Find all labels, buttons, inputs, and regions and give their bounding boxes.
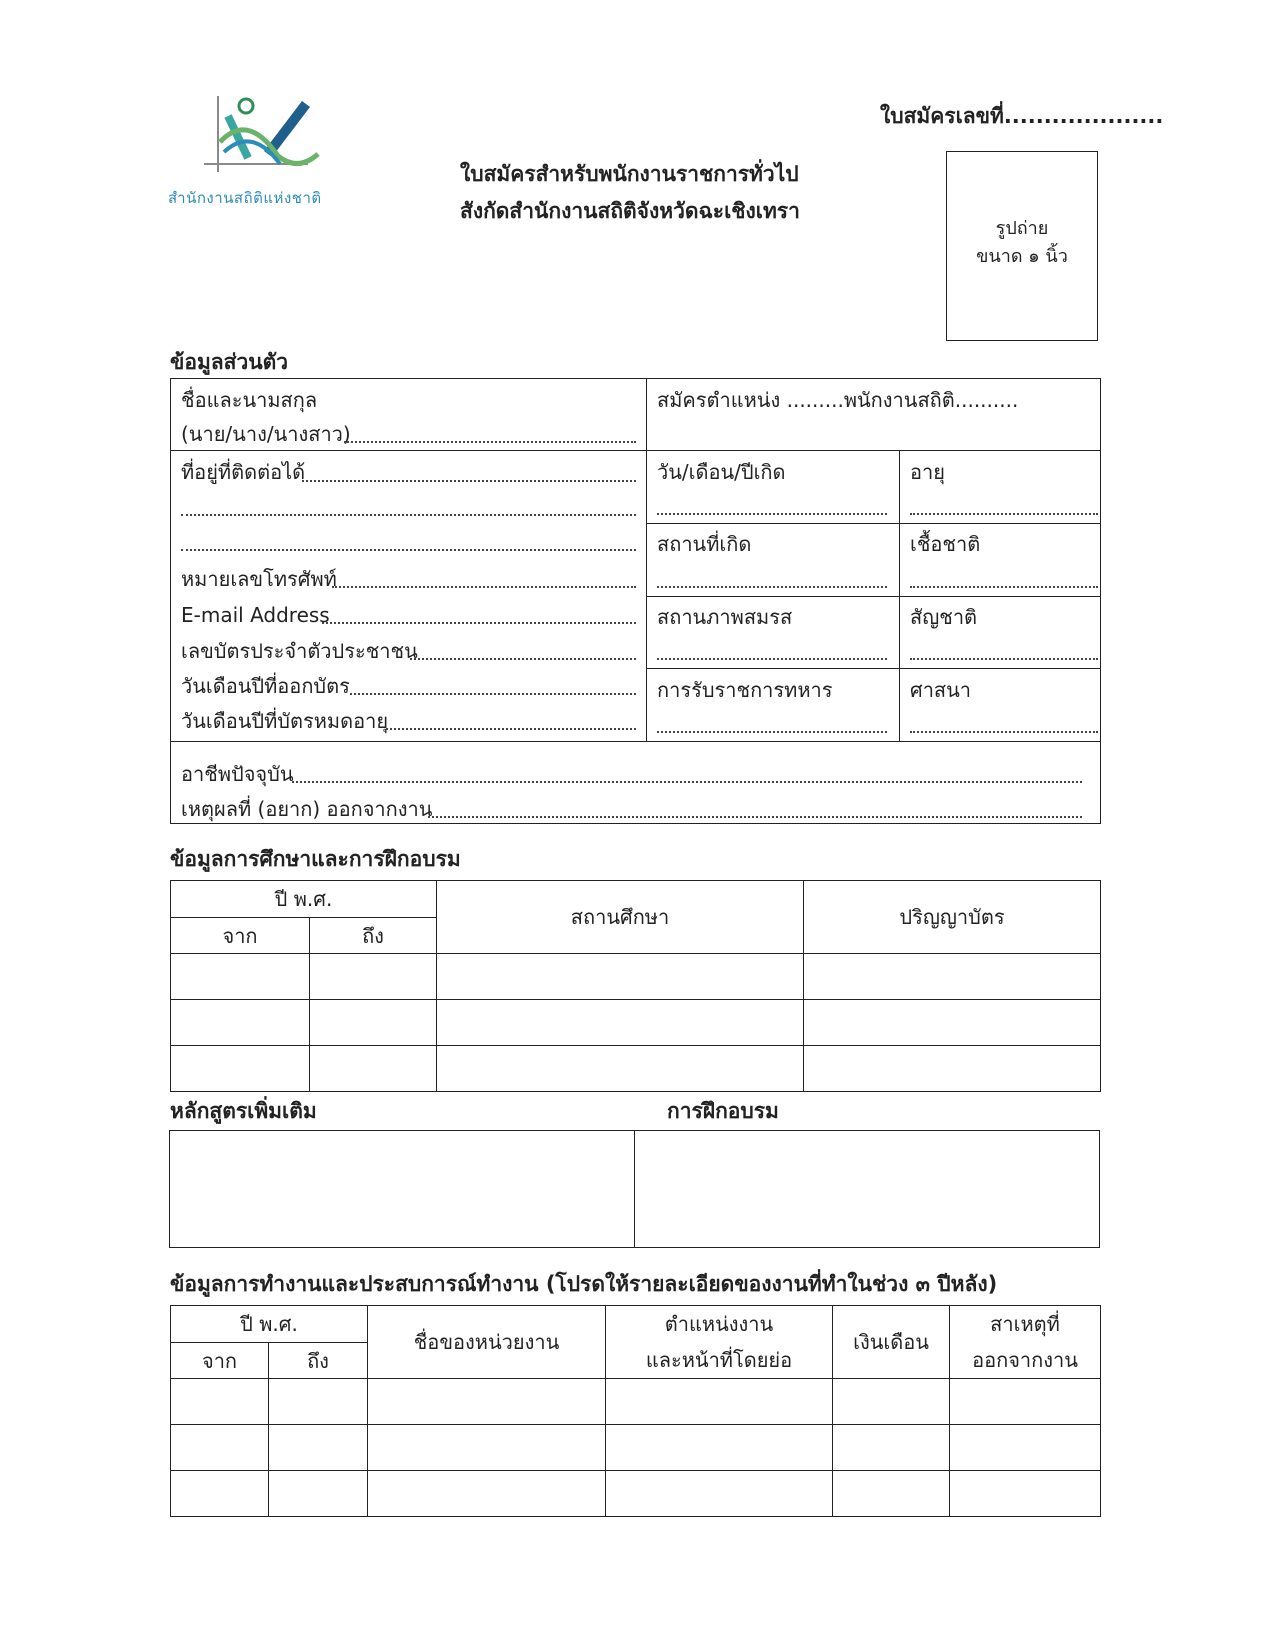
logo [168, 92, 358, 208]
marital-label: สถานภาพสมรส [657, 605, 793, 629]
position-label: สมัครตำแหน่ง .........พนักงานสถิติ.......... [657, 388, 1019, 412]
table-row [171, 1046, 1101, 1092]
personal-section-title: ข้อมูลส่วนตัว [170, 350, 289, 374]
address-field-1[interactable] [302, 480, 636, 482]
courses-box[interactable] [169, 1130, 635, 1248]
work-reason-header [950, 1306, 1101, 1379]
race-label: เชื้อชาติ [910, 532, 981, 556]
leave-reason-field[interactable] [428, 816, 1082, 818]
id-card-label: เลขบัตรประจำตัวประชาชน [181, 639, 418, 663]
religion-label: ศาสนา [910, 678, 972, 702]
form-title-line1: ใบสมัครสำหรับพนักงานราชการทั่วไป [460, 162, 799, 186]
religion-field[interactable] [910, 731, 1098, 733]
edu-institution-header: สถานศึกษา [437, 881, 804, 954]
phone-label: หมายเลขโทรศัพท์ [181, 567, 337, 591]
occupation-field[interactable] [292, 781, 1082, 783]
military-label: การรับราชการทหาร [657, 678, 833, 702]
logo-emblem-icon [168, 92, 358, 182]
issue-date-field[interactable] [350, 693, 636, 695]
military-field[interactable] [657, 731, 887, 733]
work-position-header-line2: และหน้าที่โดยย่อ [645, 1348, 793, 1372]
logo-org-text: สำนักงานสถิติแห่งชาติ [168, 189, 322, 207]
edu-year-header: ปี พ.ศ. [171, 881, 437, 918]
age-label: อายุ [910, 460, 945, 484]
email-label: E-mail Address [181, 603, 330, 627]
training-title: การฝึกอบรม [667, 1099, 779, 1123]
courses-title: หลักสูตรเพิ่มเติม [170, 1099, 317, 1123]
birth-place-field[interactable] [657, 586, 887, 588]
edu-degree-header: ปริญญาบัตร [804, 881, 1101, 954]
name-field[interactable] [344, 441, 636, 443]
nationality-field[interactable] [910, 658, 1098, 660]
education-table [170, 880, 1101, 1092]
expiry-date-field[interactable] [386, 728, 636, 730]
photo-size-label: ขนาด ๑ นิ้ว [976, 246, 1068, 267]
work-table [170, 1305, 1101, 1517]
table-row [171, 1471, 1101, 1517]
table-row [171, 954, 1101, 1000]
work-year-header: ปี พ.ศ. [171, 1306, 368, 1343]
marital-field[interactable] [657, 658, 887, 660]
birth-date-field[interactable] [657, 513, 887, 515]
photo-label: รูปถ่าย [995, 218, 1049, 239]
table-row [171, 1425, 1101, 1471]
address-field-3[interactable] [181, 549, 636, 551]
leave-reason-label: เหตุผลที่ (อยาก) ออกจากงาน [181, 797, 433, 821]
name-label: ชื่อและนามสกุล [181, 388, 318, 412]
address-field-2[interactable] [181, 514, 636, 516]
age-field[interactable] [910, 513, 1098, 515]
birth-date-label: วัน/เดือน/ปีเกิด [657, 460, 786, 484]
work-from-header: จาก [171, 1343, 269, 1379]
work-reason-header-line1: สาเหตุที่ [990, 1312, 1060, 1336]
birth-place-label: สถานที่เกิด [657, 532, 752, 556]
work-org-header: ชื่อของหน่วยงาน [368, 1306, 606, 1379]
application-number: ใบสมัครเลขที่.................... [880, 104, 1164, 128]
form-title-line2: สังกัดสำนักงานสถิติจังหวัดฉะเชิงเทรา [460, 199, 800, 223]
table-row [171, 1379, 1101, 1425]
work-section-title: ข้อมูลการทำงานและประสบการณ์ทำงาน (โปรดให้รายละเอียดของงานที่ทำในช่วง ๓ ปีหลัง) [170, 1272, 998, 1296]
work-salary-header: เงินเดือน [833, 1306, 950, 1379]
training-box[interactable] [634, 1130, 1100, 1248]
work-to-header: ถึง [269, 1343, 368, 1379]
race-field[interactable] [910, 586, 1098, 588]
work-reason-header-line2: ออกจากงาน [972, 1348, 1078, 1372]
nationality-label: สัญชาติ [910, 605, 978, 629]
expiry-date-label: วันเดือนปีที่บัตรหมดอายุ [181, 709, 389, 733]
edu-to-header: ถึง [310, 918, 437, 954]
issue-date-label: วันเดือนปีที่ออกบัตร [181, 674, 350, 698]
email-field[interactable] [322, 622, 636, 624]
work-position-header [606, 1306, 833, 1379]
education-section-title: ข้อมูลการศึกษาและการฝึกอบรม [170, 847, 461, 871]
id-card-field[interactable] [410, 658, 636, 660]
name-prefix-label: (นาย/นาง/นางสาว) [181, 422, 351, 446]
address-label: ที่อยู่ที่ติดต่อได้ [181, 460, 306, 484]
occupation-label: อาชีพปัจจุบัน [181, 762, 294, 786]
work-position-header-line1: ตำแหน่งงาน [664, 1312, 774, 1336]
phone-field[interactable] [332, 586, 636, 588]
edu-from-header: จาก [171, 918, 310, 954]
table-row [171, 1000, 1101, 1046]
